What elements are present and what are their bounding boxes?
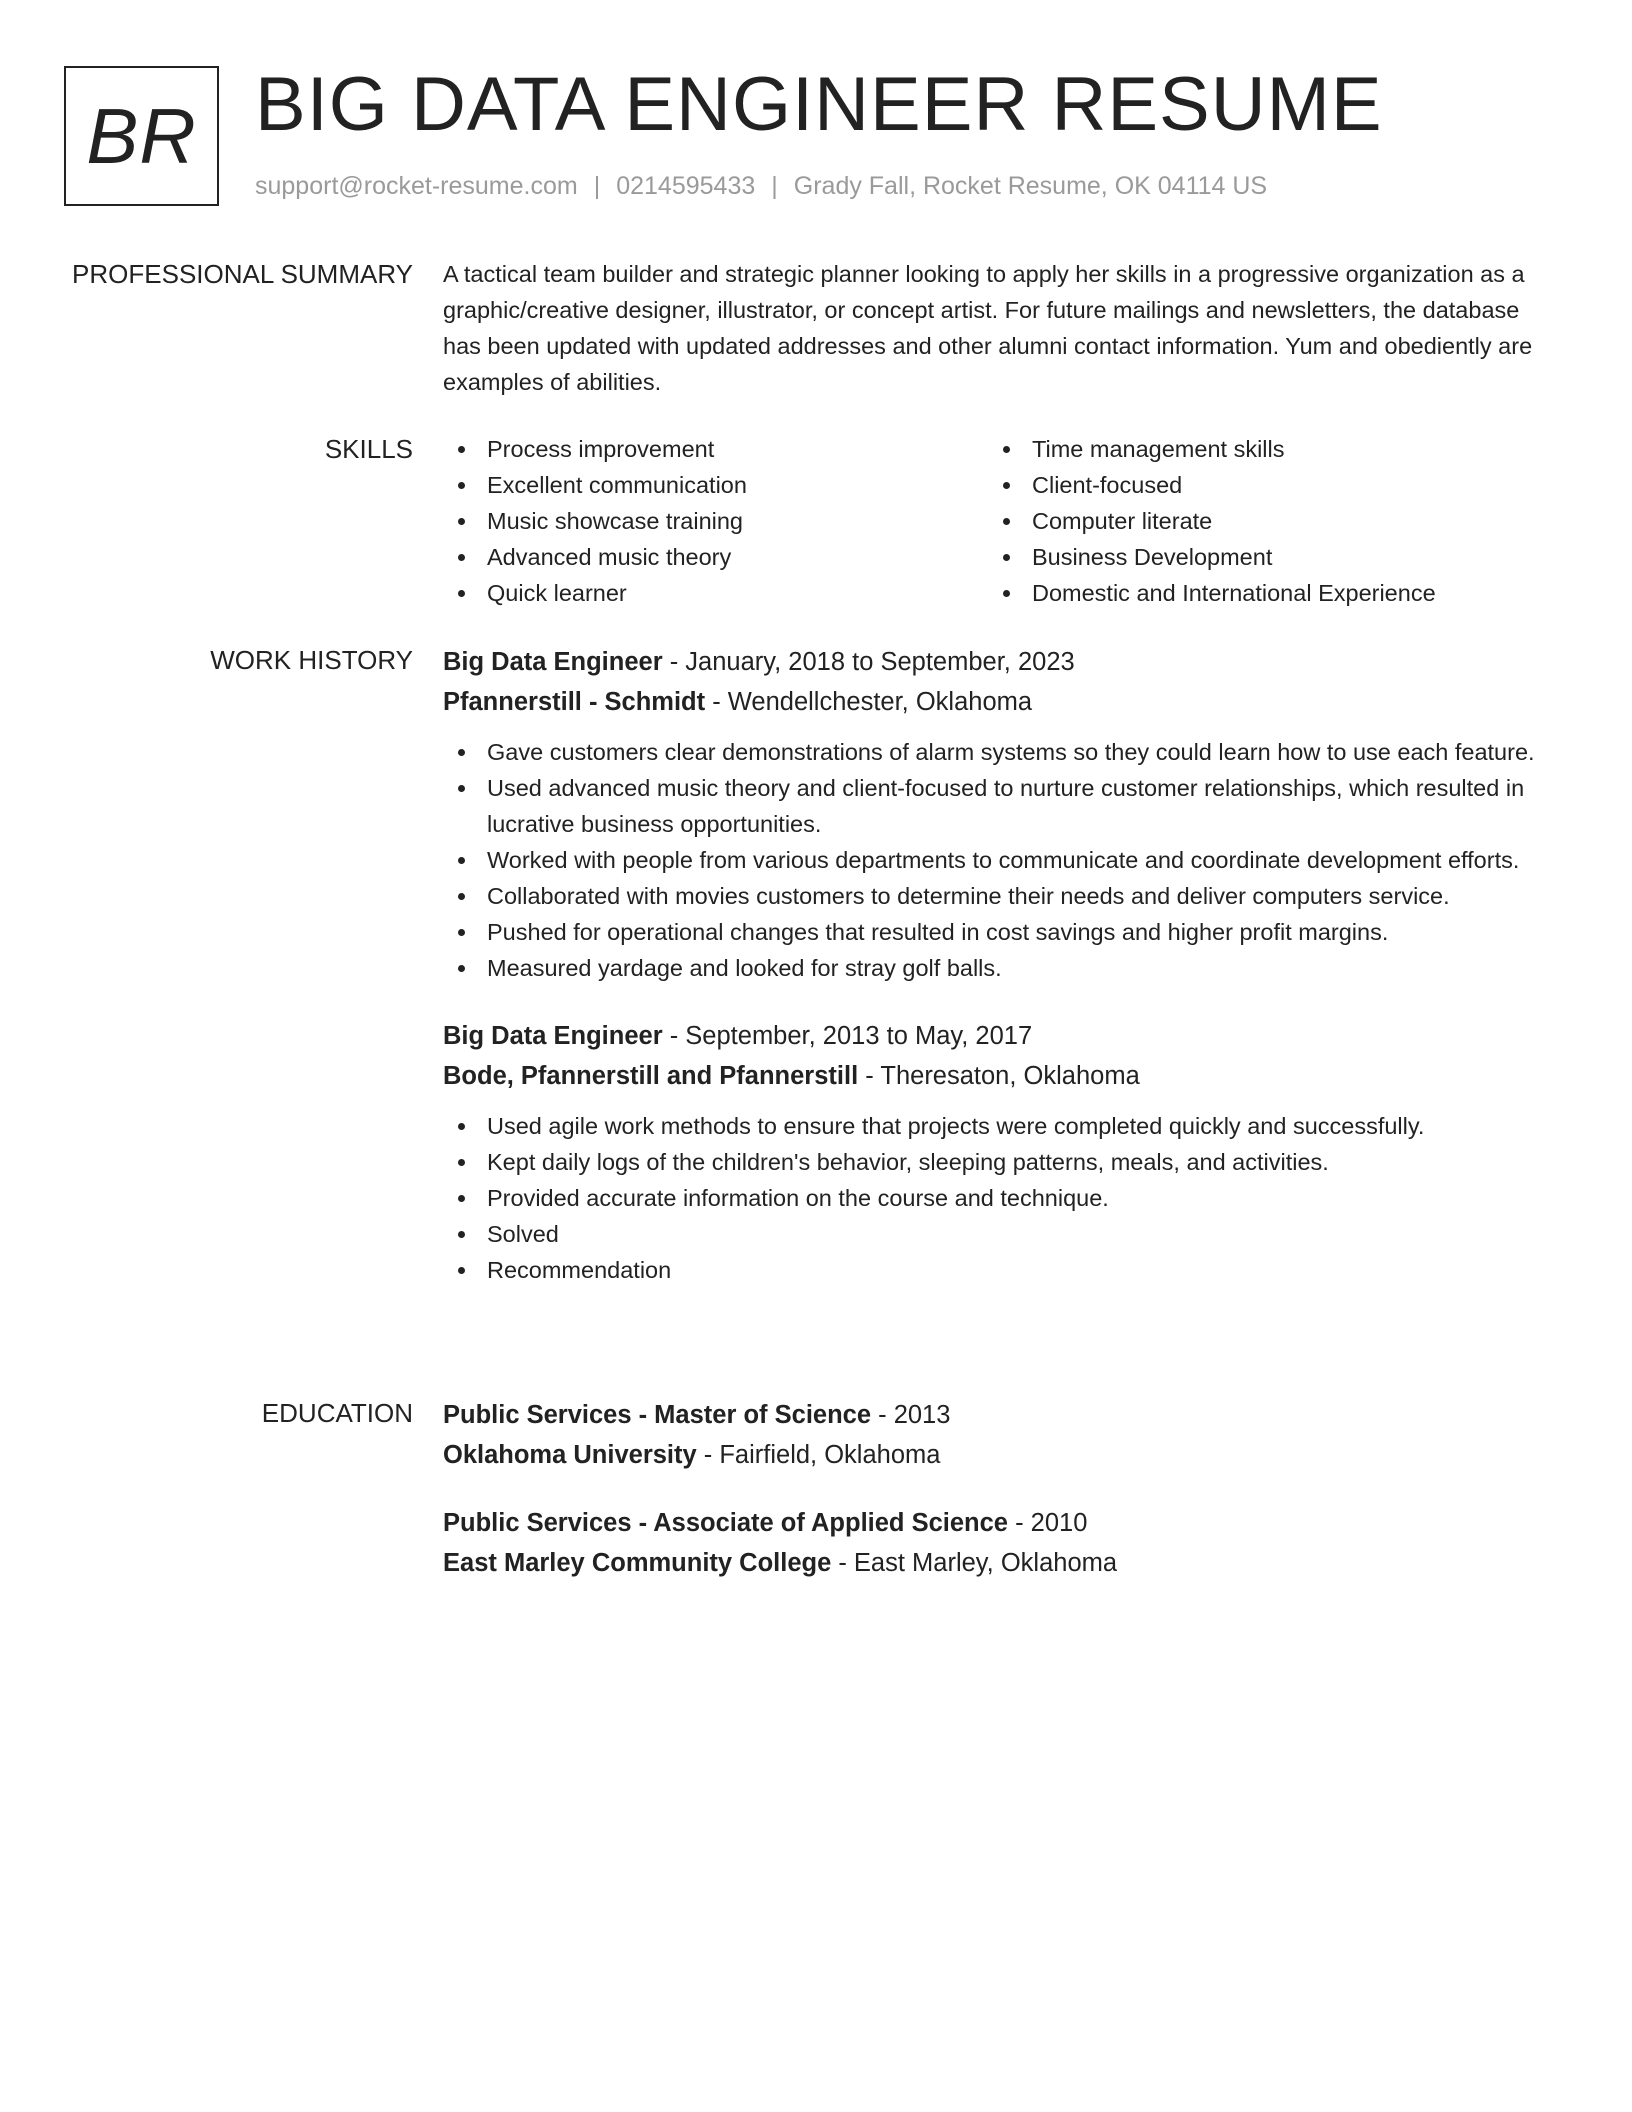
school-location: - East Marley, Oklahoma [831, 1549, 1118, 1577]
job-bullets [443, 1108, 1563, 1288]
school-line [443, 1543, 1563, 1583]
job-title: Big Data Engineer [443, 648, 663, 676]
graduation-year: - 2010 [1007, 1509, 1088, 1537]
job-bullet: Provided accurate information on the course and technique. [443, 1180, 1563, 1216]
section-heading-skills: SKILLS [324, 434, 413, 464]
degree: Public Services - Associate of Applied Science [443, 1509, 1008, 1537]
education-entry [443, 1395, 1563, 1475]
summary-text: A tactical team builder and strategic planner looking to apply her skills in a progressive organization as a graphic/creative designer, illustrator, or concept artist. For future mailings and newsletters, the database has been updated with updated addresses and other alumni contact information. Yum and obediently are examples of abilities. [443, 261, 1533, 395]
job-entry [443, 1016, 1563, 1288]
job-bullet: Used agile work methods to ensure that projects were completed quickly and successfully. [443, 1108, 1563, 1144]
job-bullet: Collaborated with movies customers to determine their needs and deliver computers service. [443, 878, 1563, 914]
skills-body [443, 431, 1563, 611]
degree: Public Services - Master of Science [443, 1401, 872, 1429]
skills-list-right [988, 431, 1528, 611]
skill-item: Business Development [988, 539, 1528, 575]
skill-item: Computer literate [988, 503, 1528, 539]
skill-item: Excellent communication [443, 467, 983, 503]
job-title: Big Data Engineer [443, 1022, 663, 1050]
school-line [443, 1435, 1563, 1475]
job-company: Bode, Pfannerstill and Pfannerstill [443, 1062, 859, 1090]
job-bullet: Kept daily logs of the children's behavior, sleeping patterns, meals, and activities. [443, 1144, 1563, 1180]
skill-item: Advanced music theory [443, 539, 983, 575]
job-location: - Theresaton, Oklahoma [858, 1062, 1140, 1090]
contact-phone[interactable]: 0214595433 [616, 172, 756, 200]
contact-separator: | [771, 172, 778, 200]
school-location: - Fairfield, Oklahoma [696, 1441, 941, 1469]
job-bullet: Used advanced music theory and client-focused to nurture customer relationships, which resulted in lucrative business opportunities. [443, 770, 1563, 842]
education-body [443, 1395, 1563, 1583]
contact-address: Grady Fall, Rocket Resume, OK 04114 US [793, 172, 1268, 200]
summary-body [443, 256, 1563, 400]
skill-item: Time management skills [988, 431, 1528, 467]
skill-item: Process improvement [443, 431, 983, 467]
job-bullet: Worked with people from various departments to communicate and coordinate development efforts. [443, 842, 1563, 878]
graduation-year: - 2013 [871, 1401, 951, 1429]
degree-line [443, 1395, 1563, 1435]
skills-list-left [443, 431, 983, 611]
skill-item: Music showcase training [443, 503, 983, 539]
job-dates: - September, 2013 to May, 2017 [662, 1022, 1033, 1050]
job-bullet: Measured yardage and looked for stray golf balls. [443, 950, 1563, 986]
job-dates: - January, 2018 to September, 2023 [662, 648, 1075, 676]
section-heading-work-history: WORK HISTORY [210, 645, 413, 675]
page-title: BIG DATA ENGINEER RESUME [255, 62, 1383, 147]
job-company-line [443, 1056, 1563, 1096]
job-company: Pfannerstill - Schmidt [443, 688, 706, 716]
job-title-line [443, 1016, 1563, 1056]
job-entry [443, 642, 1563, 986]
job-company-line [443, 682, 1563, 722]
monogram-logo: BR [64, 66, 219, 206]
contact-email[interactable]: support@rocket-resume.com [255, 172, 578, 200]
education-entry [443, 1503, 1563, 1583]
job-location: - Wendellchester, Oklahoma [705, 688, 1033, 716]
job-bullet: Recommendation [443, 1252, 1563, 1288]
contact-line [255, 170, 1267, 202]
job-bullets [443, 734, 1563, 986]
resume-header [64, 62, 1584, 208]
degree-line [443, 1503, 1563, 1543]
section-heading-summary: PROFESSIONAL SUMMARY [72, 259, 413, 289]
school: East Marley Community College [443, 1549, 832, 1577]
skill-item: Quick learner [443, 575, 983, 611]
contact-separator: | [593, 172, 601, 200]
job-bullet: Solved [443, 1216, 1563, 1252]
work-history-body [443, 642, 1563, 1288]
job-title-line [443, 642, 1563, 682]
skill-item: Domestic and International Experience [988, 575, 1528, 611]
job-bullet: Pushed for operational changes that resulted in cost savings and higher profit margins. [443, 914, 1563, 950]
section-heading-education: EDUCATION [261, 1398, 413, 1428]
school: Oklahoma University [443, 1441, 697, 1469]
skill-item: Client-focused [988, 467, 1528, 503]
job-bullet: Gave customers clear demonstrations of alarm systems so they could learn how to use each feature. [443, 734, 1563, 770]
